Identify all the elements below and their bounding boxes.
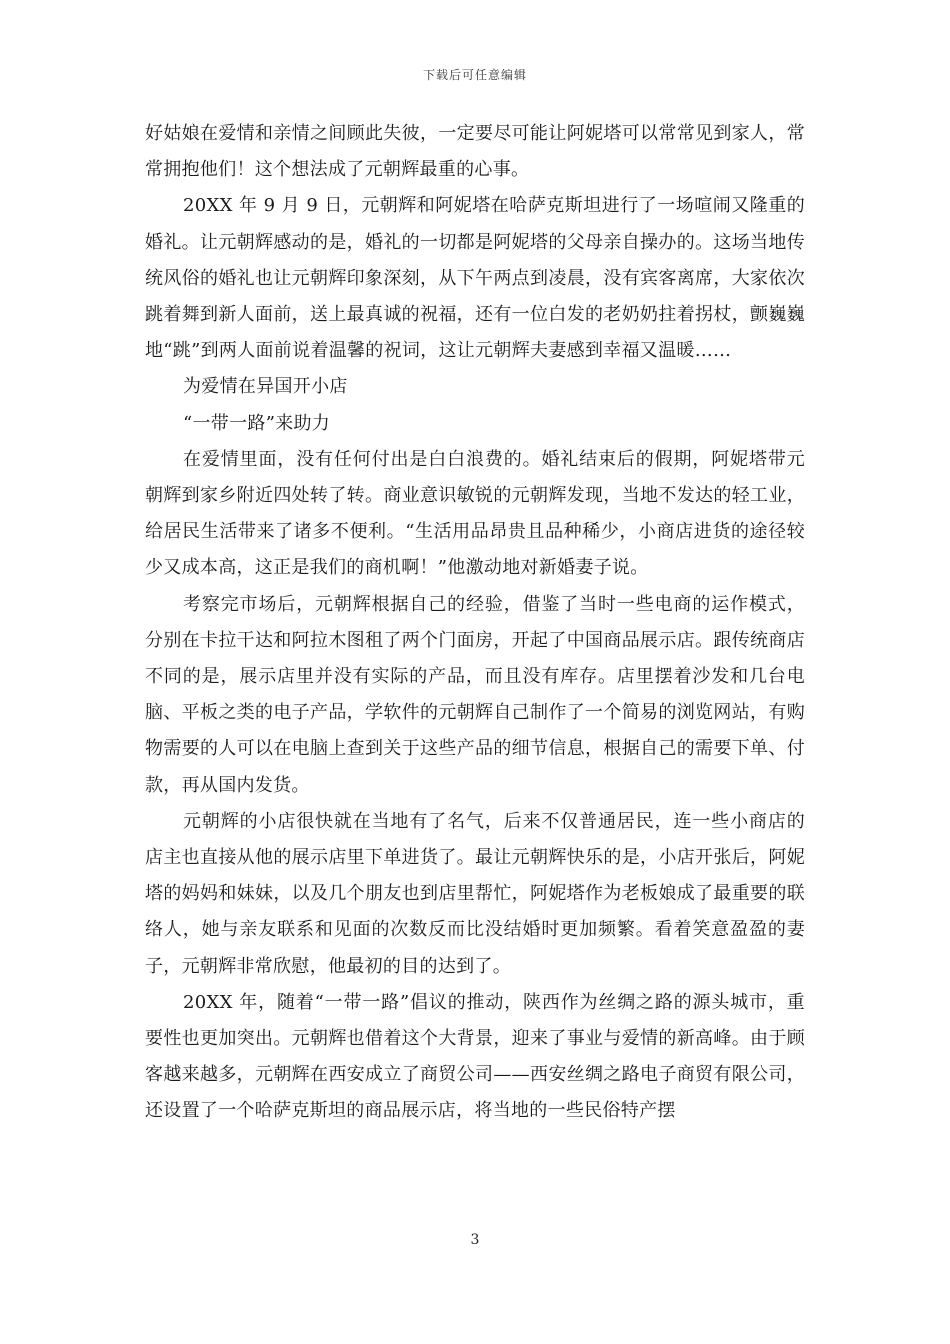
paragraph: 20XX 年，随着“一带一路”倡议的推动，陕西作为丝绸之路的源头城市，重要性也更加突出。元朝辉也借着这个大背景，迎来了事业与爱情的新高峰。由于顾客越来越多，元朝辉在西安成立了商贸公司——西安丝绸之路电子商贸有限公司，还设置了一个哈萨克斯坦的商品展示店，将当地的一些民俗特产摆 — [145, 991, 805, 1122]
paragraph: 元朝辉的小店很快就在当地有了名气，后来不仅普通居民，连一些小商店的店主也直接从他的展示店里下单进货了。最让元朝辉快乐的是，小店开张后，阿妮塔的妈妈和妹妹，以及几个朋友也到店里帮忙，阿妮塔作为老板娘成了最重要的联络人，她与亲友联系和见面的次数反而比没结婚时更加频繁。看着笑意盈盈的妻子，元朝辉非常欣慰，他最初的目的达到了。 — [145, 810, 805, 977]
document-body — [145, 116, 805, 1130]
paragraph: 20XX 年 9 月 9 日，元朝辉和阿妮塔在哈萨克斯坦进行了一场喧闹又隆重的婚礼。让元朝辉感动的是，婚礼的一切都是阿妮塔的父母亲自操办的。这场当地传统风俗的婚礼也让元朝辉印象深刻，从下午两点到凌晨，没有宾客离席，大家依次跳着舞到新人面前，送上最真诚的祝福，还有一位白发的老奶奶拄着拐杖，颤巍巍地“跳”到两人面前说着温馨的祝词，这让元朝辉夫妻感到幸福又温暖…… — [145, 195, 805, 362]
page-number: 3 — [470, 1232, 480, 1248]
section-heading: 为爱情在异国开小店 — [183, 376, 348, 398]
paragraph: 在爱情里面，没有任何付出是白白浪费的。婚礼结束后的假期，阿妮塔带元朝辉到家乡附近四处转了转。商业意识敏锐的元朝辉发现，当地不发达的轻工业，给居民生活带来了诸多不便利。“生活用品昂贵且品种稀少，小商店进货的途径较少又成本高，这正是我们的商机啊！”他激动地对新婚妻子说。 — [145, 448, 805, 579]
paragraph: 考察完市场后，元朝辉根据自己的经验，借鉴了当时一些电商的运作模式，分别在卡拉干达和阿拉木图租了两个门面房，开起了中国商品展示店。跟传统商店不同的是，展示店里并没有实际的产品，而且没有库存。店里摆着沙发和几台电脑、平板之类的电子产品，学软件的元朝辉自己制作了一个简易的浏览网站，有购物需要的人可以在电脑上查到关于这些产品的细节信息，根据自己的需要下单、付款，再从国内发货。 — [145, 593, 805, 796]
paragraph: 好姑娘在爱情和亲情之间顾此失彼，一定要尽可能让阿妮塔可以常常见到家人，常常拥抱他们！这个想法成了元朝辉最重的心事。 — [145, 123, 805, 181]
page-header: 下载后可任意编辑 — [422, 68, 527, 82]
section-heading: “一带一路”来助力 — [183, 412, 331, 434]
